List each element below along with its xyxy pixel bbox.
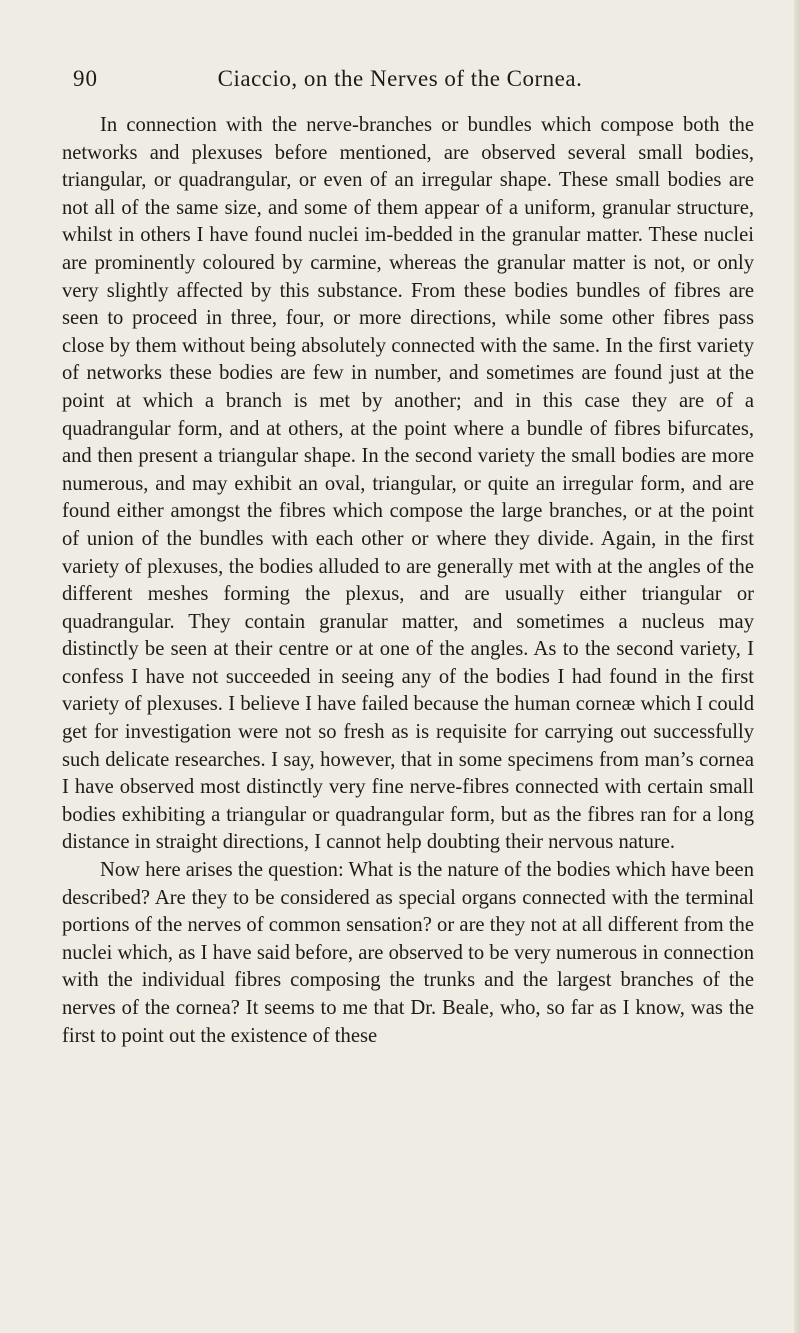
paragraph-2: Now here arises the question: What is the nature of the bodies which have been described? Are they to be considered as special organs connected with the terminal portions of the nerves of common sensation? or are they not at all different from the nuclei which, as I have said before, are observed to be very numerous in connection with the individual fibres composing the trunks and the largest branches of the nerves of the cornea? It seems to me that Dr. Beale, who, so far as I know, was the first to point out the existence of these [62, 859, 754, 1047]
body-text [62, 112, 754, 1050]
running-header [0, 66, 800, 96]
page-edge [794, 0, 800, 1333]
page-number: 90 [73, 66, 98, 91]
running-title: Ciaccio, on the Nerves of the Cornea. [217, 66, 583, 91]
paragraph-1: In connection with the nerve-branches or bundles which compose both the networks and plexuses before mentioned, are observed several small bodies, triangular, or quadrangular, or even of an irregular shape. These small bodies are not all of the same size, and some of them appear of a uniform, granular structure, whilst in others I have found nuclei im-bedded in the granular matter. These nuclei are prominently coloured by carmine, whereas the granular matter is not, or only very slightly affected by this substance. From these bodies bundles of fibres are seen to proceed in three, four, or more directions, while some other fibres pass close by them without being absolutely connected with the same. In the first variety of networks these bodies are few in number, and sometimes are found just at the point at which a branch is met by another; and in this case they are of a quadrangular form, and at others, at the point where a bundle of fibres bifurcates, and then present a triangular shape. In the second variety the small bodies are more numerous, and may exhibit an oval, triangular, or quite an irregular form, and are found either amongst the fibres which compose the large branches, or at the point of union of the bundles with each other or where they divide. Again, in the first variety of plexuses, the bodies alluded to are generally met with at the angles of the different meshes forming the plexus, and are usually either triangular or quadrangular. They contain granular matter, and sometimes a nucleus may distinctly be seen at their centre or at one of the angles. As to the second variety, I confess I have not succeeded in seeing any of the bodies I had found in the first variety of plexuses. I believe I have failed because the human corneæ which I could get for investigation were not so fresh as is requisite for carrying out successfully such delicate researches. I say, however, that in some specimens from man’s cornea I have observed most distinctly very fine nerve-fibres connected with certain small bodies exhibiting a triangular or quadrangular form, but as the fibres ran for a long distance in straight directions, I cannot help doubting their nervous nature. [62, 114, 754, 854]
